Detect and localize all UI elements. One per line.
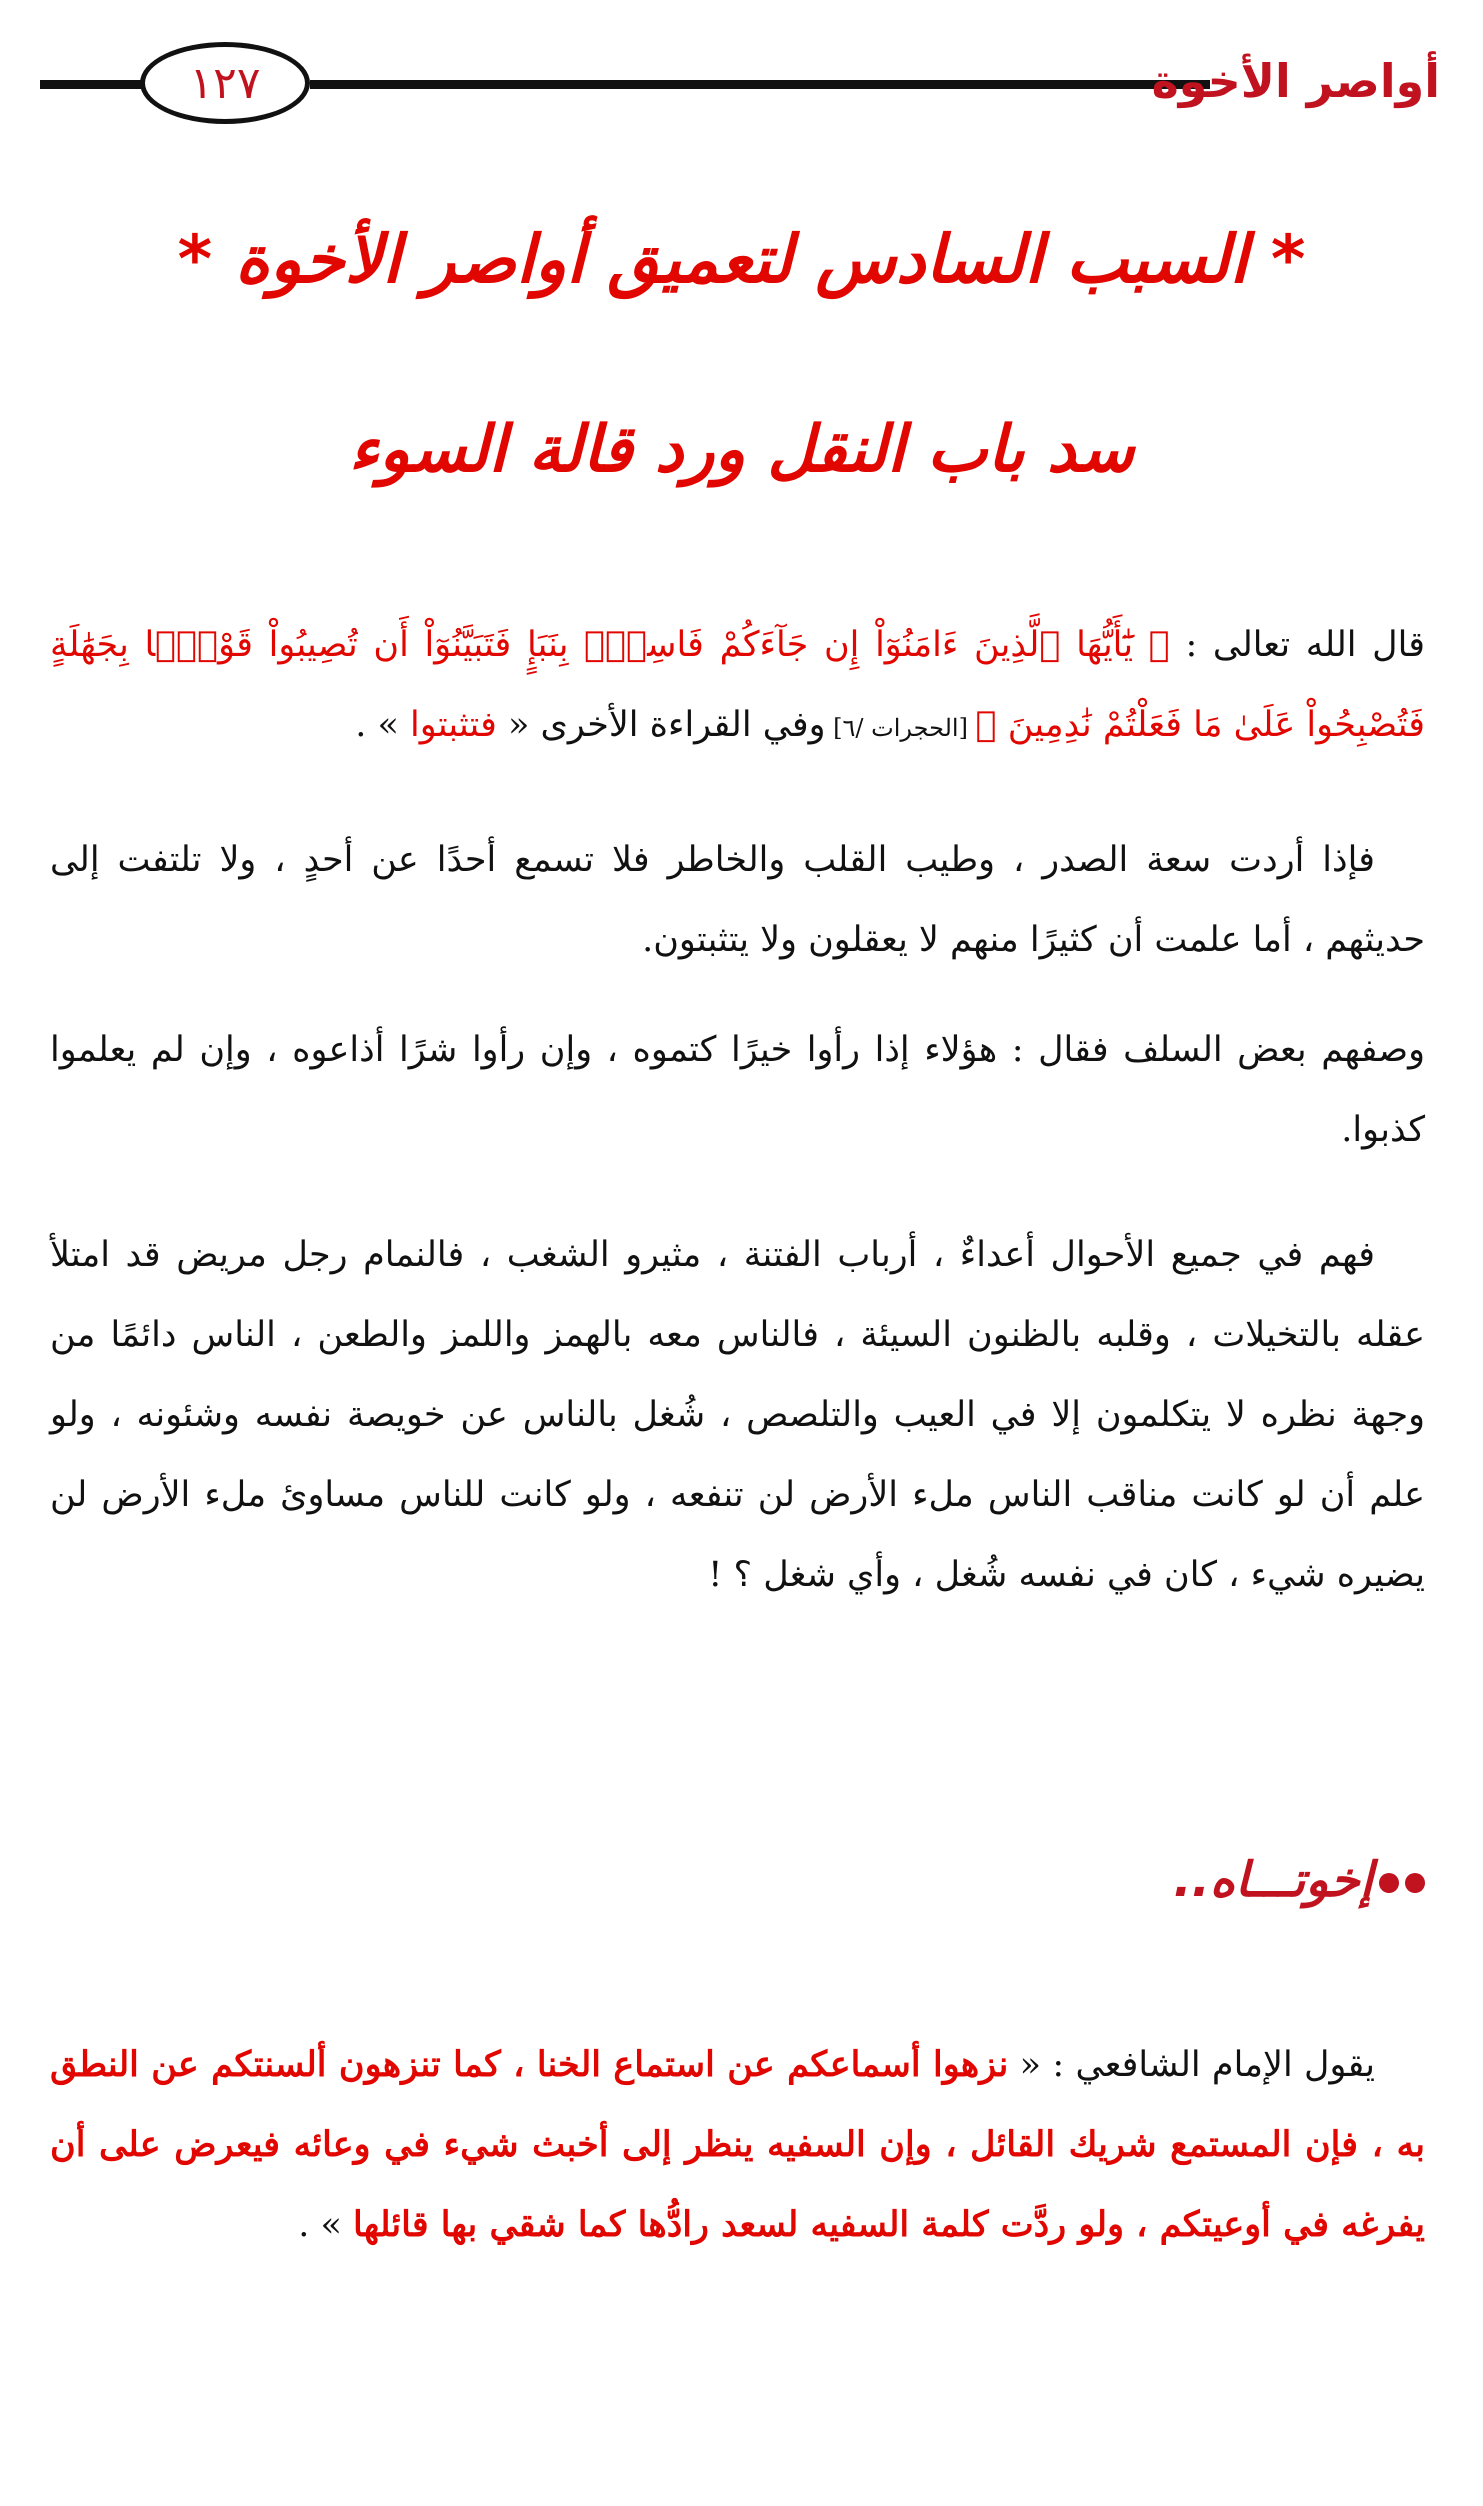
shafii-quote: نزهوا أسماعكم عن استماع الخنا ، كما تنزهون ألسنتكم عن النطق به ، فإن المستمع شريك القائل ، وإن السفيه ينظر إلى أخبث شيء في وعائه فيعرض على أن يفرغه في أوعيتكم ، ولو ردَّت كلمة السفيه لسعد رادُّها كما شقي بها قائلها [50,2044,1425,2245]
other-reading-intro: وفي القراءة الأخرى « [496,705,826,745]
page-number: ١٢٧ [189,57,261,109]
body-paragraph [50,820,1425,980]
quran-intro: قال الله تعالى : [1169,625,1425,665]
body-paragraph [50,1010,1425,1170]
quran-paragraph [50,605,1425,768]
quote-end: » . [298,2205,354,2245]
verse-reference: [الحجرات /٦] [825,714,976,742]
paragraph-text: فهم في جميع الأحوال أعداءٌ ، أرباب الفتنة ، مثيرو الشغب ، فالنمام رجل مريض قد امتلأ عقله بالتخيلات ، وقلبه بالظنون السيئة ، فالناس معه بالهمز واللمز والطعن ، الناس دائمًا من وجهة نظره لا يتكلمون إلا في العيب والتلصص ، شُغل بالناس عن خويصة نفسه وشئونه ، ولو علم أن لو كانت مناقب الناس ملء الأرض لن تنفعه ، ولو كانت للناس مساوئ ملء الأرض لن يضيره شيء ، كان في نفسه شُغل ، وأي شغل ؟ ! [50,1235,1425,1595]
section-title: * السبب السادس لتعميق أواصر الأخوة * [177,221,1306,298]
bullet-dots-icon [1373,1840,1425,1920]
page-number-oval [140,42,310,124]
page-header [40,38,1440,124]
quote-intro: يقول الإمام الشافعي : « [1008,2045,1375,2085]
paragraph-text: وصفهم بعض السلف فقال : هؤلاء إذا رأوا خيرًا كتموه ، وإن رأوا شرًا أذاعوه ، وإن لم يعلموا كذبوا. [50,1030,1425,1150]
body-paragraph [50,1215,1425,1615]
running-title: أواصر الأخوة [1151,54,1440,108]
sub-heading [1173,1840,1425,1920]
header-rule [310,80,1210,89]
header-rule [40,80,145,89]
quran-verse: ﴿ يَٰٓأَيُّهَا ٱلَّذِينَ ءَامَنُوٓاْ إِن جَآءَكُمْ فَاسِقٌۢ بِنَبَإٍ فَتَبَيَّنُوٓاْ أَن تُصِيبُواْ قَوْمًۢا بِجَهَٰلَةٍ فَتُصْبِحُواْ عَلَىٰ مَا فَعَلْتُمْ نَٰدِمِينَ ﴾ [50,625,1425,745]
sub-heading-text: إخوتـــاه.. [1173,1852,1373,1908]
quran-end: » . [355,705,411,745]
section-subtitle: سد باب النقل ورد قالة السوء [348,413,1135,487]
paragraph-text: فإذا أردت سعة الصدر ، وطيب القلب والخاطر فلا تسمع أحدًا عن أحدٍ ، ولا تلتفت إلى حديثهم ، أما علمت أن كثيرًا منهم لا يعقلون ولا يتثبتون. [50,840,1425,960]
shafii-quote-paragraph [50,2025,1425,2265]
other-reading: فتثبتوا [410,705,497,745]
